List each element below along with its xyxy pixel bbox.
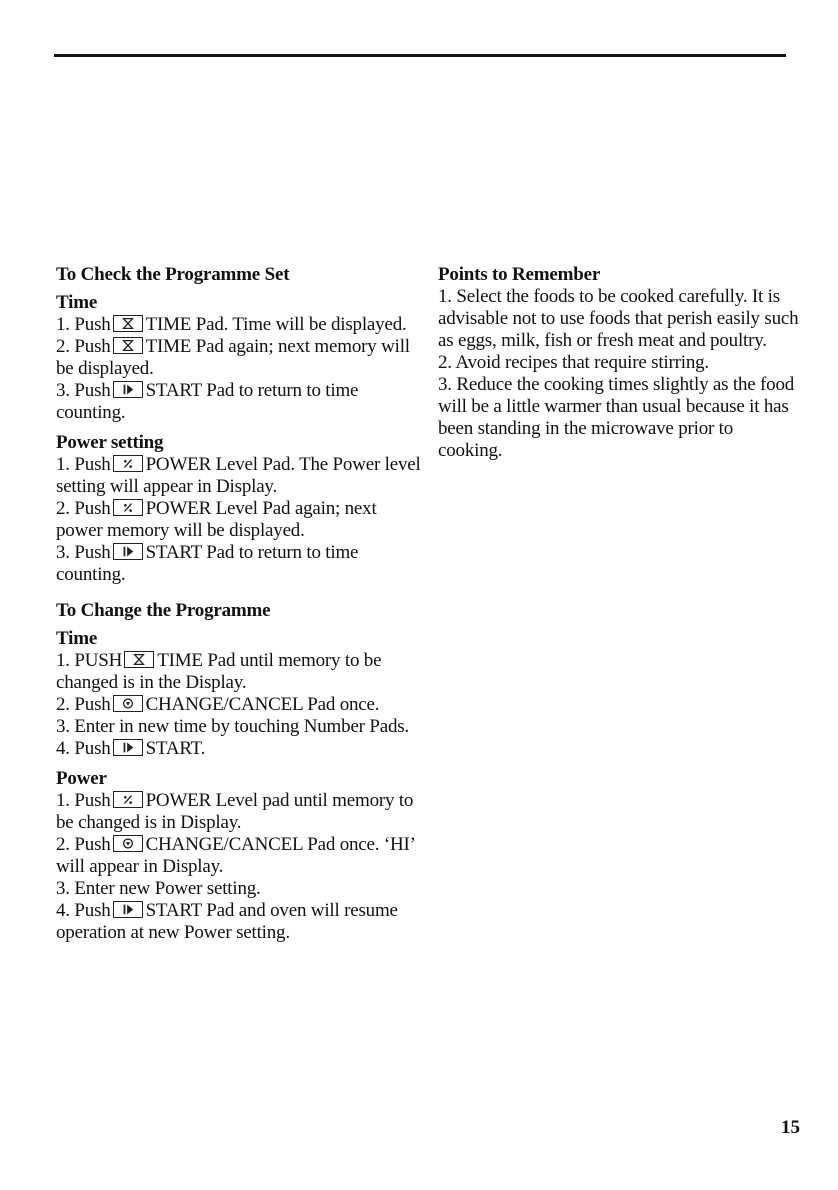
check-programme-title: To Check the Programme Set bbox=[56, 264, 290, 285]
start-pad-icon bbox=[113, 739, 143, 756]
change-power-step-2: 2. Push CHANGE/CANCEL Pad once. ‘HI’ will appear in Display. bbox=[56, 834, 415, 877]
check-power-step-1: 1. Push POWER Level Pad. The Power level setting will appear in Display. bbox=[56, 454, 421, 497]
change-programme-title: To Change the Programme bbox=[56, 600, 271, 621]
points-to-remember-title: Points to Remember bbox=[438, 264, 601, 285]
change-power-step-3: 3. Enter new Power setting. bbox=[56, 878, 261, 899]
right-column bbox=[438, 264, 800, 462]
change-time-step-4: 4. Push START. bbox=[56, 738, 206, 759]
check-time-step-2: 2. Push TIME Pad again; next memory will be displayed. bbox=[56, 336, 410, 379]
left-column bbox=[56, 264, 426, 944]
check-power-heading: Power setting bbox=[56, 432, 164, 453]
change-power-step-4: 4. Push START Pad and oven will resume operation at new Power setting. bbox=[56, 900, 398, 943]
change-power-step-1: 1. Push POWER Level pad until memory to be changed is in Display. bbox=[56, 790, 414, 833]
check-time-step-1: 1. Push TIME Pad. Time will be displayed. bbox=[56, 314, 407, 335]
check-power-step-2: 2. Push POWER Level Pad again; next power memory will be displayed. bbox=[56, 498, 377, 541]
check-time-heading: Time bbox=[56, 292, 98, 313]
power-pad-icon bbox=[113, 455, 143, 472]
change-time-heading: Time bbox=[56, 628, 98, 649]
point-item-2: 2. Avoid recipes that require stirring. bbox=[438, 352, 709, 373]
time-pad-icon bbox=[113, 315, 143, 332]
page-number: 15 bbox=[781, 1117, 800, 1138]
start-pad-icon bbox=[113, 543, 143, 560]
check-time-step-3: 3. Push START Pad to return to time counting. bbox=[56, 380, 359, 423]
point-item-3: 3. Reduce the cooking times slightly as the food will be a little warmer than usual because it has been standing in the microwave prior to cooking. bbox=[438, 374, 795, 461]
top-rule bbox=[54, 54, 786, 57]
change-time-step-1: 1. PUSH TIME Pad until memory to be changed is in the Display. bbox=[56, 650, 382, 693]
check-power-step-3: 3. Push START Pad to return to time counting. bbox=[56, 542, 359, 585]
time-pad-icon bbox=[124, 651, 154, 668]
power-pad-icon bbox=[113, 791, 143, 808]
change-cancel-pad-icon bbox=[113, 835, 143, 852]
change-time-step-2: 2. Push CHANGE/CANCEL Pad once. bbox=[56, 694, 380, 715]
change-cancel-pad-icon bbox=[113, 695, 143, 712]
time-pad-icon bbox=[113, 337, 143, 354]
start-pad-icon bbox=[113, 381, 143, 398]
start-pad-icon bbox=[113, 901, 143, 918]
power-pad-icon bbox=[113, 499, 143, 516]
change-power-heading: Power bbox=[56, 768, 107, 789]
change-time-step-3: 3. Enter in new time by touching Number Pads. bbox=[56, 716, 409, 737]
point-item-1: 1. Select the foods to be cooked carefully. It is advisable not to use foods that perish easily such as eggs, milk, fish or fresh meat and poultry. bbox=[438, 286, 799, 351]
